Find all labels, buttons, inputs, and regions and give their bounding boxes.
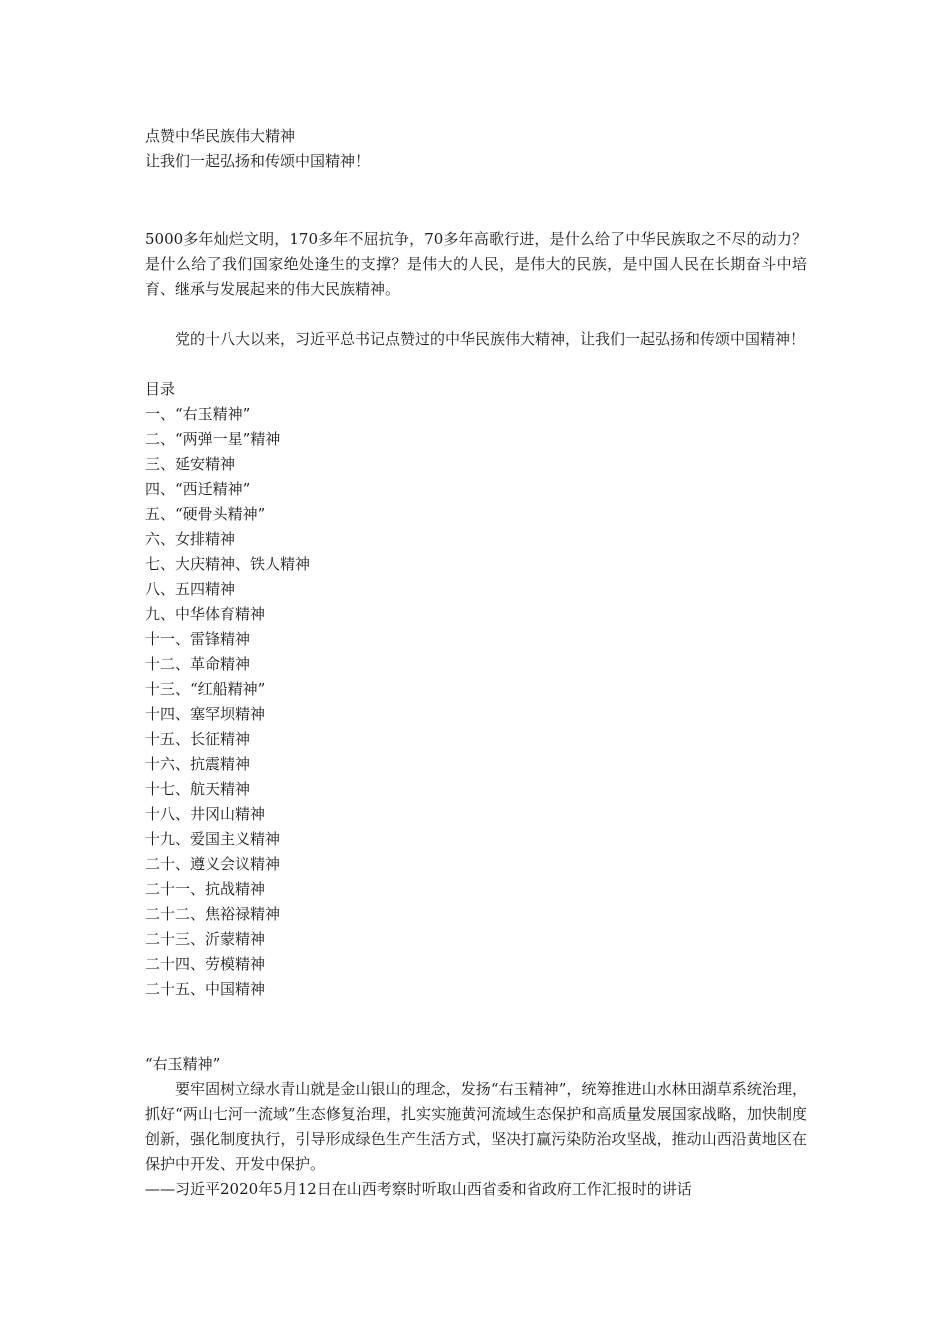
toc-item: 四、“西迁精神”	[145, 480, 251, 498]
toc-item: 十三、“红船精神”	[145, 680, 266, 698]
toc-item: 二十、遵义会议精神	[145, 855, 281, 873]
toc-item: 二、“两弹一星”精神	[145, 430, 281, 448]
toc-item: 六、女排精神	[145, 530, 236, 548]
toc-item: 二十一、抗战精神	[145, 880, 266, 898]
toc-item: 十九、爱国主义精神	[145, 830, 281, 848]
toc-item: 十二、革命精神	[145, 655, 251, 673]
toc-item: 十五、长征精神	[145, 730, 251, 748]
toc-item: 十七、航天精神	[145, 780, 251, 798]
toc-item: 二十五、中国精神	[145, 980, 266, 998]
toc-item: 五、“硬骨头精神”	[145, 505, 266, 523]
toc-item: 七、大庆精神、铁人精神	[145, 555, 311, 573]
section-title: “右玉精神”	[145, 1055, 221, 1073]
doc-subtitle: 让我们一起弘扬和传颂中国精神！	[145, 152, 371, 170]
document-page	[145, 124, 807, 1202]
toc-heading: 目录	[145, 380, 176, 398]
intro-paragraph-2: 党的十八大以来，习近平总书记点赞过的中华民族伟大精神，让我们一起弘扬和传颂中国精神！	[175, 330, 806, 348]
intro-paragraph-1: 5000多年灿烂文明，170多年不屈抗争，70多年高歌行进，是什么给了中华民族取之不尽的动力？是什么给了我们国家绝处逢生的支撑？是伟大的人民，是伟大的民族，是中国人民在长期奋斗中培育、继承与发展起来的伟大民族精神。	[145, 230, 807, 298]
toc-item: 三、延安精神	[145, 455, 236, 473]
toc-list	[145, 402, 807, 1002]
toc-item: 九、中华体育精神	[145, 605, 266, 623]
toc-item: 十一、雷锋精神	[145, 630, 251, 648]
doc-title: 点赞中华民族伟大精神	[145, 127, 296, 145]
toc-item: 八、五四精神	[145, 580, 236, 598]
section-source: ——习近平2020年5月12日在山西考察时听取山西省委和省政府工作汇报时的讲话	[145, 1180, 692, 1198]
spacer	[145, 352, 807, 377]
toc-item: 十八、井冈山精神	[145, 805, 266, 823]
toc-item: 一、“右玉精神”	[145, 405, 251, 423]
spacer	[145, 174, 807, 227]
toc-item: 十四、塞罕坝精神	[145, 705, 266, 723]
toc-item: 二十三、沂蒙精神	[145, 930, 266, 948]
toc-item: 十六、抗震精神	[145, 755, 251, 773]
spacer	[145, 1002, 807, 1052]
toc-item: 二十四、劳模精神	[145, 955, 266, 973]
spacer	[145, 302, 807, 327]
section-body: 要牢固树立绿水青山就是金山银山的理念，发扬“右玉精神”，统筹推进山水林田湖草系统治理，抓好“两山七河一流域”生态修复治理，扎实实施黄河流域生态保护和高质量发展国家战略，加快制度创新，强化制度执行，引导形成绿色生产生活方式，坚决打赢污染防治攻坚战，推动山西沿黄地区在保护中开发、开发中保护。	[145, 1080, 807, 1173]
toc-item: 二十二、焦裕禄精神	[145, 905, 281, 923]
